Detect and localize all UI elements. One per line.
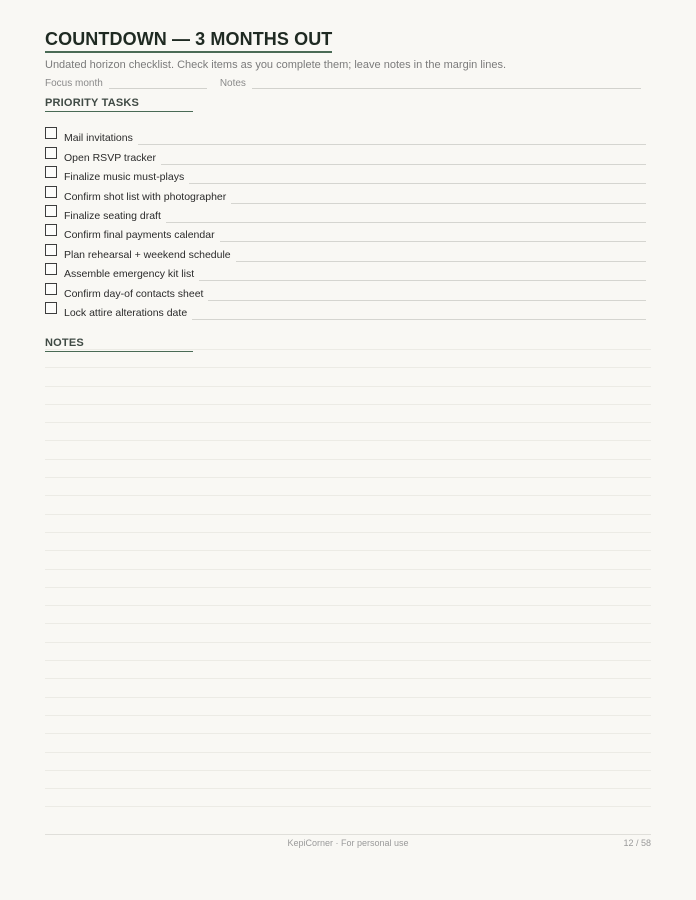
priority-task-list <box>45 123 651 317</box>
task-label: Finalize seating draft <box>64 209 161 222</box>
note-line <box>45 550 651 551</box>
task-note-line[interactable] <box>208 290 646 301</box>
note-line <box>45 569 651 570</box>
note-line <box>45 788 651 789</box>
footer-divider <box>45 834 651 835</box>
meta-row <box>45 75 651 89</box>
task-note-line[interactable] <box>220 231 646 242</box>
note-line <box>45 605 651 606</box>
note-line <box>45 386 651 387</box>
task-label: Assemble emergency kit list <box>64 268 195 281</box>
task-note-line[interactable] <box>166 212 646 223</box>
note-line <box>45 422 651 423</box>
notes-label: Notes <box>219 78 246 89</box>
note-line <box>45 733 651 734</box>
page-number: 12 / 58 <box>623 838 651 848</box>
page-subtitle: Undated horizon checklist. Check items as you complete them; leave notes in the margin lines. <box>45 59 507 71</box>
task-checkbox[interactable] <box>45 224 57 236</box>
note-line <box>45 349 651 350</box>
task-label: Confirm final payments calendar <box>64 229 215 242</box>
task-checkbox[interactable] <box>45 244 57 256</box>
note-line <box>45 459 651 460</box>
note-line <box>45 678 651 679</box>
task-note-line[interactable] <box>189 173 646 184</box>
task-checkbox[interactable] <box>45 147 57 159</box>
note-line <box>45 532 651 533</box>
task-label: Mail invitations <box>64 132 133 145</box>
note-line <box>45 697 651 698</box>
task-checkbox[interactable] <box>45 127 57 139</box>
note-line <box>45 367 651 368</box>
planner-page <box>45 28 651 352</box>
task-note-line[interactable] <box>199 270 646 281</box>
note-line <box>45 623 651 624</box>
task-checkbox[interactable] <box>45 186 57 198</box>
note-line <box>45 477 651 478</box>
task-checkbox[interactable] <box>45 302 57 314</box>
focus-month-field[interactable] <box>109 78 207 89</box>
note-line <box>45 495 651 496</box>
task-checkbox[interactable] <box>45 166 57 178</box>
note-line <box>45 440 651 441</box>
task-checkbox[interactable] <box>45 263 57 275</box>
task-note-line[interactable] <box>138 134 646 145</box>
task-checkbox[interactable] <box>45 205 57 217</box>
task-label: Open RSVP tracker <box>64 151 157 164</box>
page-title: COUNTDOWN — 3 MONTHS OUT <box>45 28 332 53</box>
footer-brand: KepiCorner · For personal use <box>287 838 409 848</box>
task-label: Lock attire alterations date <box>64 306 188 319</box>
note-line <box>45 752 651 753</box>
task-note-line[interactable] <box>192 309 646 320</box>
note-line <box>45 642 651 643</box>
note-line <box>45 770 651 771</box>
note-line <box>45 587 651 588</box>
note-line <box>45 715 651 716</box>
task-item <box>45 123 651 145</box>
note-line <box>45 806 651 807</box>
notes-field[interactable] <box>252 78 641 89</box>
priority-tasks-heading: PRIORITY TASKS <box>45 97 193 112</box>
task-label: Confirm day-of contacts sheet <box>64 287 204 300</box>
task-note-line[interactable] <box>161 154 646 165</box>
note-line <box>45 514 651 515</box>
notes-ruled-area[interactable] <box>45 349 651 825</box>
note-line <box>45 660 651 661</box>
task-label: Confirm shot list with photographer <box>64 190 227 203</box>
task-note-line[interactable] <box>236 251 646 262</box>
task-label: Finalize music must-plays <box>64 171 185 184</box>
task-checkbox[interactable] <box>45 283 57 295</box>
task-note-line[interactable] <box>231 193 646 204</box>
task-label: Plan rehearsal + weekend schedule <box>64 248 231 261</box>
notes-heading: NOTES <box>45 337 193 352</box>
focus-month-label: Focus month <box>45 78 103 89</box>
note-line <box>45 404 651 405</box>
